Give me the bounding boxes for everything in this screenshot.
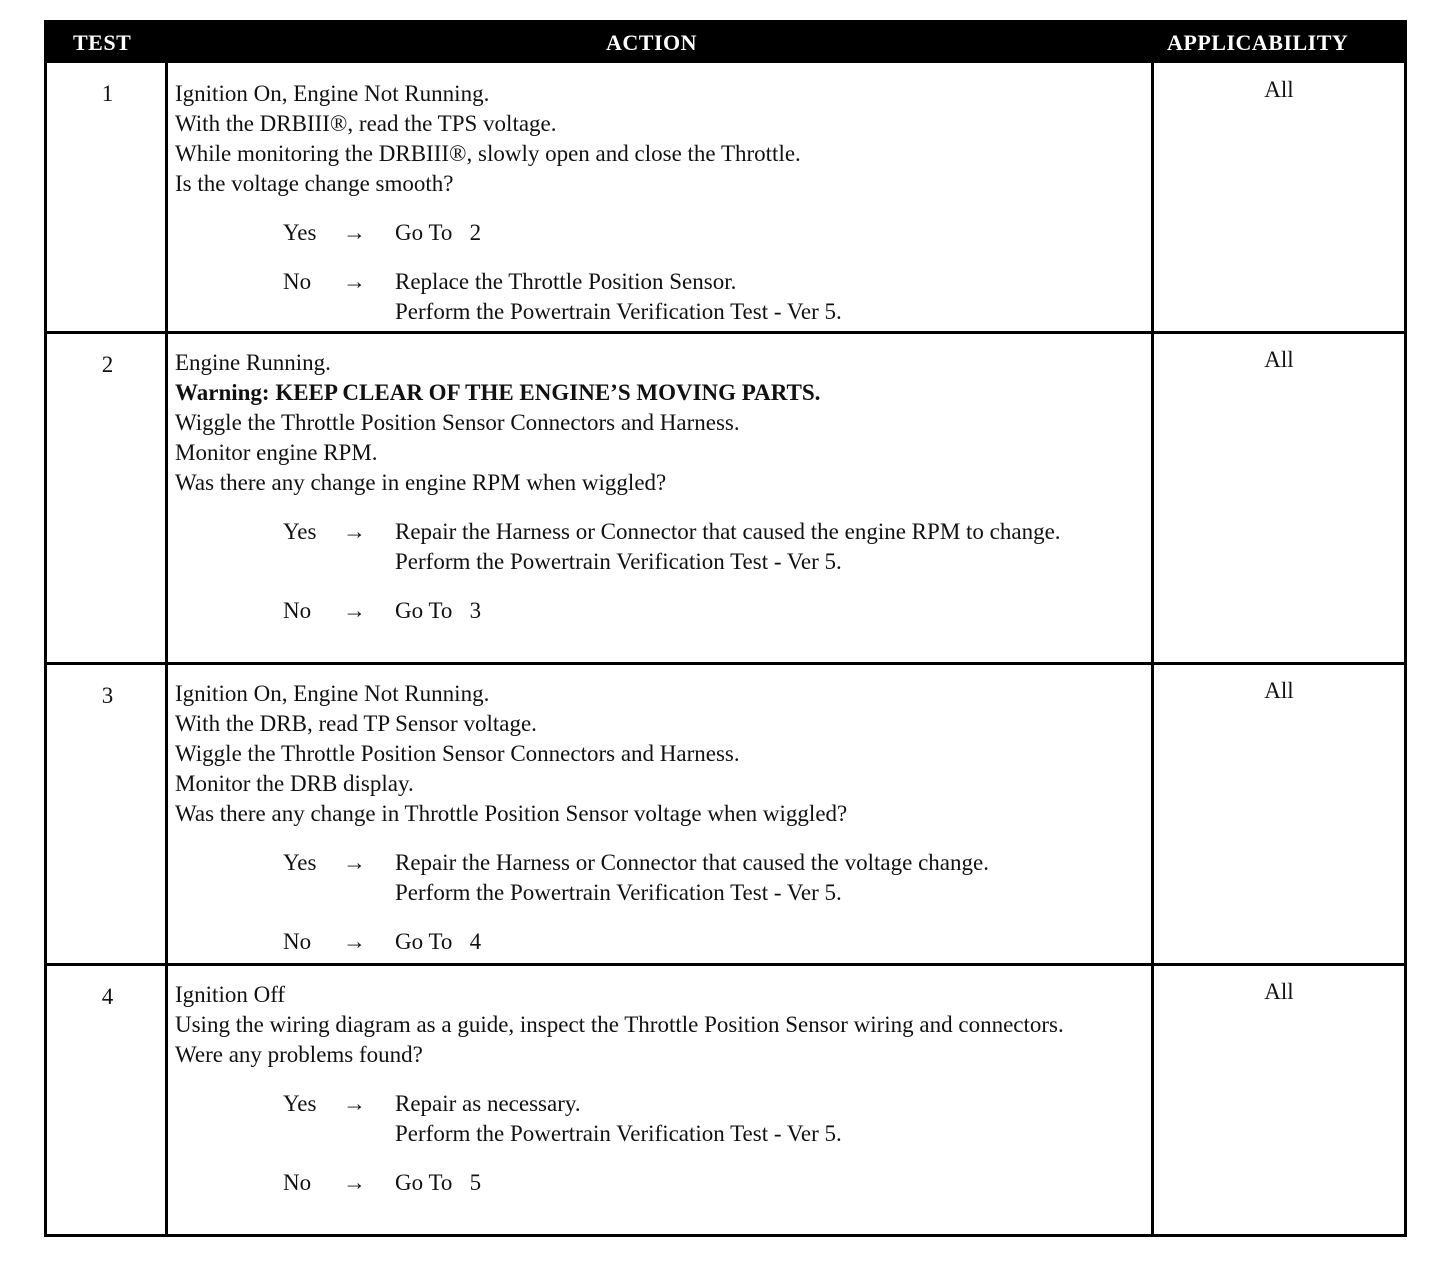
- yes-label: Yes: [283, 519, 317, 544]
- action-line: With the DRBIII®, read the TPS voltage.: [175, 111, 557, 136]
- action-line: Monitor engine RPM.: [175, 440, 378, 465]
- no-branch: [175, 1168, 1150, 1198]
- no-label: No: [283, 929, 312, 954]
- yes-result: Repair as necessary.: [395, 1091, 581, 1116]
- no-label: No: [283, 269, 312, 294]
- arrow-icon: →: [343, 598, 366, 623]
- action-cell: [175, 980, 1150, 1198]
- action-cell: [175, 79, 1150, 327]
- header-applicability: APPLICABILITY: [1167, 30, 1349, 55]
- no-result: Go To 3: [395, 598, 482, 623]
- yes-label: Yes: [283, 850, 317, 875]
- action-line: Is the voltage change smooth?: [175, 171, 454, 196]
- action-line: Monitor the DRB display.: [175, 771, 414, 796]
- no-result: Replace the Throttle Position Sensor.: [395, 269, 737, 294]
- test-number: 3: [101, 683, 114, 708]
- table-row: [47, 334, 1404, 662]
- action-cell: [175, 348, 1150, 626]
- no-label: No: [283, 1170, 312, 1195]
- header-action: ACTION: [606, 30, 698, 55]
- no-label: No: [283, 598, 312, 623]
- arrow-icon: →: [343, 850, 366, 875]
- yes-result: Perform the Powertrain Verification Test - Ver 5.: [395, 880, 842, 905]
- yes-label: Yes: [283, 1091, 317, 1116]
- applicability-cell: All: [1264, 678, 1294, 703]
- action-line: Was there any change in Throttle Position Sensor voltage when wiggled?: [175, 801, 848, 826]
- action-line: Were any problems found?: [175, 1042, 423, 1067]
- applicability-cell: All: [1264, 77, 1294, 102]
- action-line: While monitoring the DRBIII®, slowly open and close the Throttle.: [175, 141, 801, 166]
- arrow-icon: →: [343, 929, 366, 954]
- yes-label: Yes: [283, 220, 317, 245]
- test-number: 1: [101, 81, 114, 106]
- test-number: 4: [101, 984, 114, 1009]
- action-line: Wiggle the Throttle Position Sensor Connectors and Harness.: [175, 410, 740, 435]
- no-result: Perform the Powertrain Verification Test - Ver 5.: [395, 299, 842, 324]
- diagnostic-table: [44, 20, 1407, 1237]
- yes-result: Repair the Harness or Connector that caused the voltage change.: [395, 850, 989, 875]
- yes-branch: [175, 218, 1150, 248]
- arrow-icon: →: [343, 1091, 366, 1116]
- no-branch: [175, 927, 1150, 957]
- table-row: [47, 665, 1404, 963]
- action-line: Ignition On, Engine Not Running.: [175, 81, 490, 106]
- action-line: Wiggle the Throttle Position Sensor Connectors and Harness.: [175, 741, 740, 766]
- no-result: Go To 5: [395, 1170, 482, 1195]
- table-row: [47, 63, 1404, 331]
- arrow-icon: →: [343, 269, 366, 294]
- applicability-cell: All: [1264, 347, 1294, 372]
- action-cell: [175, 679, 1150, 957]
- arrow-icon: →: [343, 1170, 366, 1195]
- warning-line: Warning: KEEP CLEAR OF THE ENGINE’S MOVING PARTS.: [175, 380, 821, 405]
- table-header: [47, 23, 1404, 63]
- yes-result: Go To 2: [395, 220, 482, 245]
- applicability-cell: All: [1264, 979, 1294, 1004]
- no-result: Go To 4: [395, 929, 482, 954]
- test-number: 2: [101, 352, 114, 377]
- yes-branch: [175, 1089, 1150, 1149]
- yes-result: Perform the Powertrain Verification Test - Ver 5.: [395, 1121, 842, 1146]
- action-line: With the DRB, read TP Sensor voltage.: [175, 711, 537, 736]
- no-branch: [175, 596, 1150, 626]
- arrow-icon: →: [343, 220, 366, 245]
- action-line: Engine Running.: [175, 350, 331, 375]
- arrow-icon: →: [343, 519, 366, 544]
- action-line: Was there any change in engine RPM when wiggled?: [175, 470, 667, 495]
- action-line: Ignition Off: [175, 982, 286, 1007]
- action-line: Using the wiring diagram as a guide, inspect the Throttle Position Sensor wiring and connectors.: [175, 1012, 1064, 1037]
- yes-result: Repair the Harness or Connector that caused the engine RPM to change.: [395, 519, 1061, 544]
- yes-branch: [175, 848, 1150, 908]
- header-test: TEST: [73, 30, 132, 55]
- table-row: [47, 966, 1404, 1234]
- no-branch: [175, 267, 1150, 327]
- action-line: Ignition On, Engine Not Running.: [175, 681, 490, 706]
- yes-branch: [175, 517, 1150, 577]
- yes-result: Perform the Powertrain Verification Test - Ver 5.: [395, 549, 842, 574]
